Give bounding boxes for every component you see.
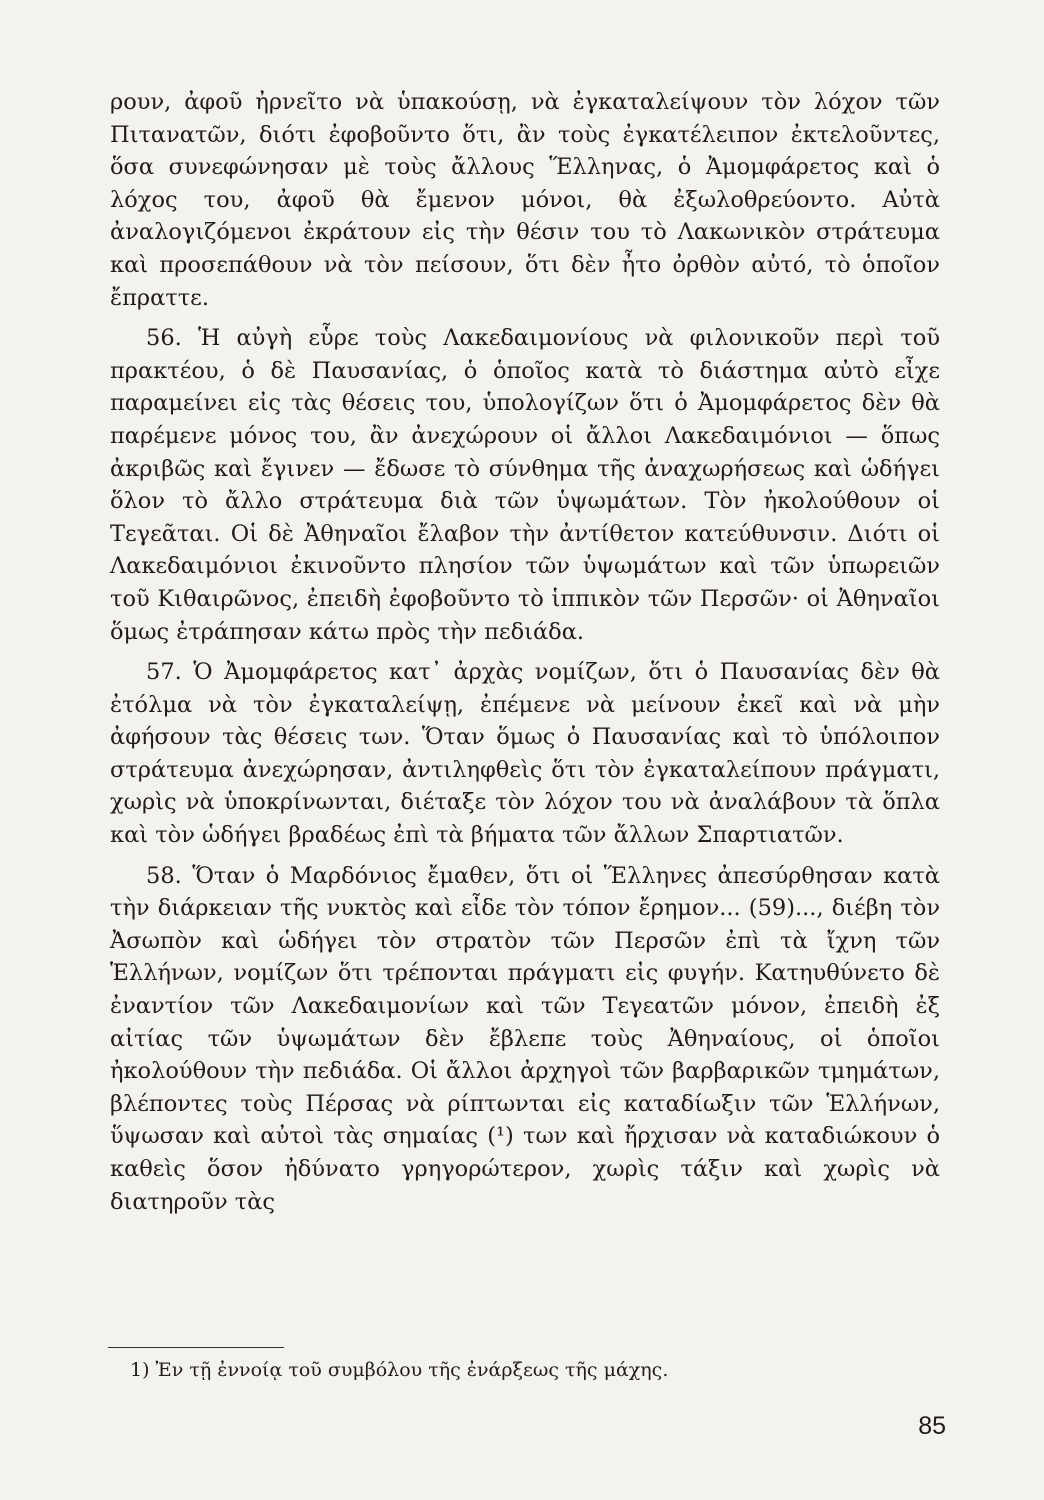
body-text	[110, 86, 940, 1226]
paragraph-56: 56. Ἡ αὐγὴ εὗρε τοὺς Λακεδαιμονίους νὰ φιλονικοῦν περὶ τοῦ πρακτέου, ὁ δὲ Παυσανίας, ὁ ὁποῖος κατὰ τὸ διάστημα αὐτὸ εἶχε παραμείνει εἰς τὰς θέσεις του, ὑπολογίζων ὅτι ὁ Ἀμομφάρετος δὲν θὰ παρέμενε μόνος του, ἂν ἀνεχώρουν οἱ ἄλλοι Λακεδαιμόνιοι — ὅπως ἀκριβῶς καὶ ἔγινεν — ἔδωσε τὸ σύνθημα τῆς ἀναχωρήσεως καὶ ὡδήγει ὅλον τὸ ἄλλο στράτευμα διὰ τῶν ὑψωμάτων. Τὸν ἠκολούθουν οἱ Τεγεᾶται. Οἱ δὲ Ἀθηναῖοι ἔλαβον τὴν ἀντίθετον κατεύθυνσιν. Διότι οἱ Λακεδαιμόνιοι ἐκινοῦντο πλησίον τῶν ὑψωμάτων καὶ τῶν ὑπωρειῶν τοῦ Κιθαιρῶνος, ἐπειδὴ ἐφοβοῦντο τὸ ἱππικὸν τῶν Περσῶν· οἱ Ἀθηναῖοι ὅμως ἐτράπησαν κάτω πρὸς τὴν πεδιάδα.	[110, 325, 940, 645]
paragraph-continuation: ρουν, ἀφοῦ ἠρνεῖτο νὰ ὑπακούσῃ, νὰ ἐγκαταλείψουν τὸν λόχον τῶν Πιτανατῶν, διότι ἐφοβοῦντο ὅτι, ἂν τοὺς ἐγκατέλειπον ἐκτελοῦντες, ὅσα συνεφώνησαν μὲ τοὺς ἄλλους Ἕλληνας, ὁ Ἀμομφάρετος καὶ ὁ λόχος του, ἀφοῦ θὰ ἔμενον μόνοι, θὰ ἐξωλοθρεύοντο. Αὐτὰ ἀναλογιζόμενοι ἐκράτουν εἰς τὴν θέσιν του τὸ Λακωνικὸν στράτευμα καὶ προσεπάθουν νὰ τὸν πείσουν, ὅτι δὲν ἦτο ὀρθὸν αὐτό, τὸ ὁποῖον ἔπραττε.	[110, 89, 940, 311]
paragraph-57: 57. Ὁ Ἀμομφάρετος κατ᾽ ἀρχὰς νομίζων, ὅτι ὁ Παυσανίας δὲν θὰ ἐτόλμα νὰ τὸν ἐγκαταλείψῃ, ἐπέμενε νὰ μείνουν ἐκεῖ καὶ νὰ μὴν ἀφήσουν τὰς θέσεις των. Ὅταν ὅμως ὁ Παυσανίας καὶ τὸ ὑπόλοιπον στράτευμα ἀνεχώρησαν, ἀντιληφθεὶς ὅτι τὸν ἐγκαταλείπουν πράγματι, χωρὶς νὰ ὑποκρίνωνται, διέταξε τὸν λόχον του νὰ ἀναλάβουν τὰ ὅπλα καὶ τὸν ὡδήγει βραδέως ἐπὶ τὰ βήματα τῶν ἄλλων Σπαρτιατῶν.	[110, 659, 940, 849]
footnote-rule	[108, 1347, 284, 1348]
paragraph-58: 58. Ὅταν ὁ Μαρδόνιος ἔμαθεν, ὅτι οἱ Ἕλληνες ἀπεσύρθησαν κατὰ τὴν διάρκειαν τῆς νυκτὸς καὶ εἶδε τὸν τόπον ἔρημον... (59)..., διέβη τὸν Ἀσωπὸν καὶ ὡδήγει τὸν στρατὸν τῶν Περσῶν ἐπὶ τὰ ἴχνη τῶν Ἑλλήνων, νομίζων ὅτι τρέπονται πράγματι εἰς φυγήν. Κατηυθύνετο δὲ ἐναντίον τῶν Λακεδαιμονίων καὶ τῶν Τεγεατῶν μόνον, ἐπειδὴ ἐξ αἰτίας τῶν ὑψωμάτων δὲν ἔβλεπε τοὺς Ἀθηναίους, οἱ ὁποῖοι ἠκολούθουν τὴν πεδιάδα. Οἱ ἄλλοι ἀρχηγοὶ τῶν βαρβαρικῶν τμημάτων, βλέποντες τοὺς Πέρσας νὰ ρίπτωνται εἰς καταδίωξιν τῶν Ἑλλήνων, ὕψωσαν καὶ αὐτοὶ τὰς σημαίας (¹) των καὶ ἤρχισαν νὰ καταδιώκουν ὁ καθεὶς ὅσον ἠδύνατο γρηγορώτερον, χωρὶς τάξιν καὶ χωρὶς νὰ διατηροῦν τὰς	[110, 862, 940, 1215]
page-number: 85	[918, 1412, 946, 1440]
footnote: 1) Ἐν τῇ ἐννοίᾳ τοῦ συμβόλου τῆς ἐνάρξεως τῆς μάχης.	[130, 1359, 669, 1381]
